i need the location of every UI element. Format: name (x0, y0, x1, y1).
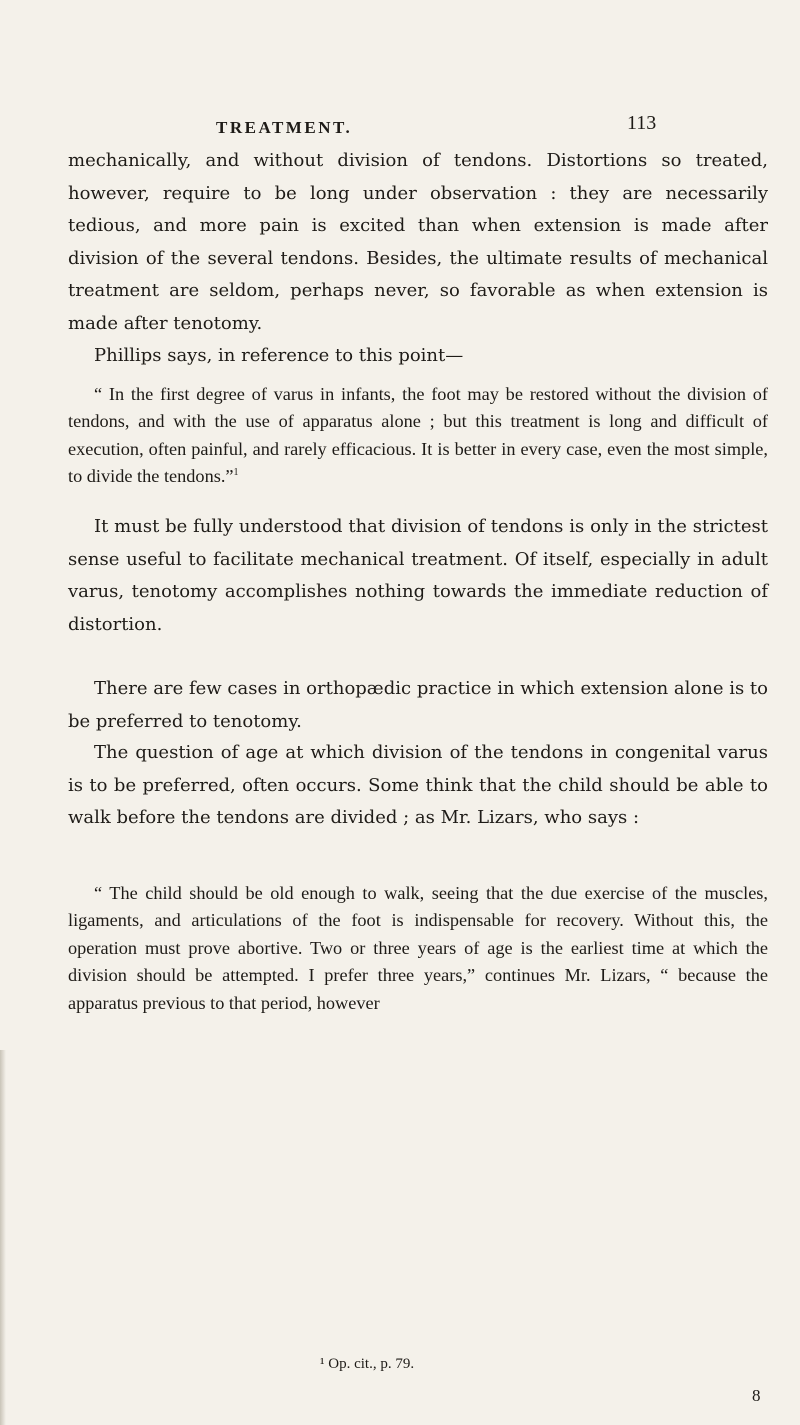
paragraph-phillips-intro: Phillips says, in reference to this point— (94, 345, 464, 366)
footnote: ¹ Op. cit., p. 79. (320, 1356, 415, 1372)
page-number: 113 (627, 112, 657, 134)
page-gutter-shadow (0, 1050, 6, 1425)
paragraph-extension-alone: There are few cases in orthopædic practice in which extension alone is to be preferred to tenotomy. (68, 678, 768, 732)
paragraph-question-of-age: The question of age at which division of the tendons in congenital varus is to be preferred, often occurs. Some think that the child should be able to walk before the tendons are divided ; as Mr. Lizars, who says : (68, 742, 768, 829)
quote-phillips-text: “ In the first degree of varus in infants, the foot may be restored without the division of tendons, and with the use of apparatus alone ; but this treatment is long and difficult of execution, often painful, and rarely efficacious. It is better in every case, even the most simple, to divide the tendons.” (68, 384, 768, 487)
running-head: TREATMENT. (216, 118, 353, 137)
signature-mark: 8 (752, 1386, 761, 1405)
footnote-marker: 1 (233, 467, 239, 479)
quote-lizars: “ The child should be old enough to walk, seeing that the due exercise of the muscles, ligaments, and articulations of the foot is indispensable for recovery. Without this, the operation must prove abortive. Two or three years of age is the earliest time at which the division should be attempted. I prefer three years,” continues Mr. Lizars, “ because the apparatus previous to that period, however (68, 883, 768, 1013)
paragraph-mechanical-treatment: mechanically, and without division of tendons. Distortions so treated, however, require to be long under observation : they are necessarily tedious, and more pain is excited than when extension is made after division of the several tendons. Besides, the ultimate results of mechanical treatment are seldom, perhaps never, so favorable as when extension is made after tenotomy. (68, 150, 768, 334)
paragraph-division-of-tendons: It must be fully understood that division of tendons is only in the strictest sense useful to facilitate mechanical treatment. Of itself, especially in adult varus, tenotomy accomplishes nothing towards the immediate reduction of distortion. (68, 516, 768, 635)
quote-phillips (68, 381, 768, 491)
